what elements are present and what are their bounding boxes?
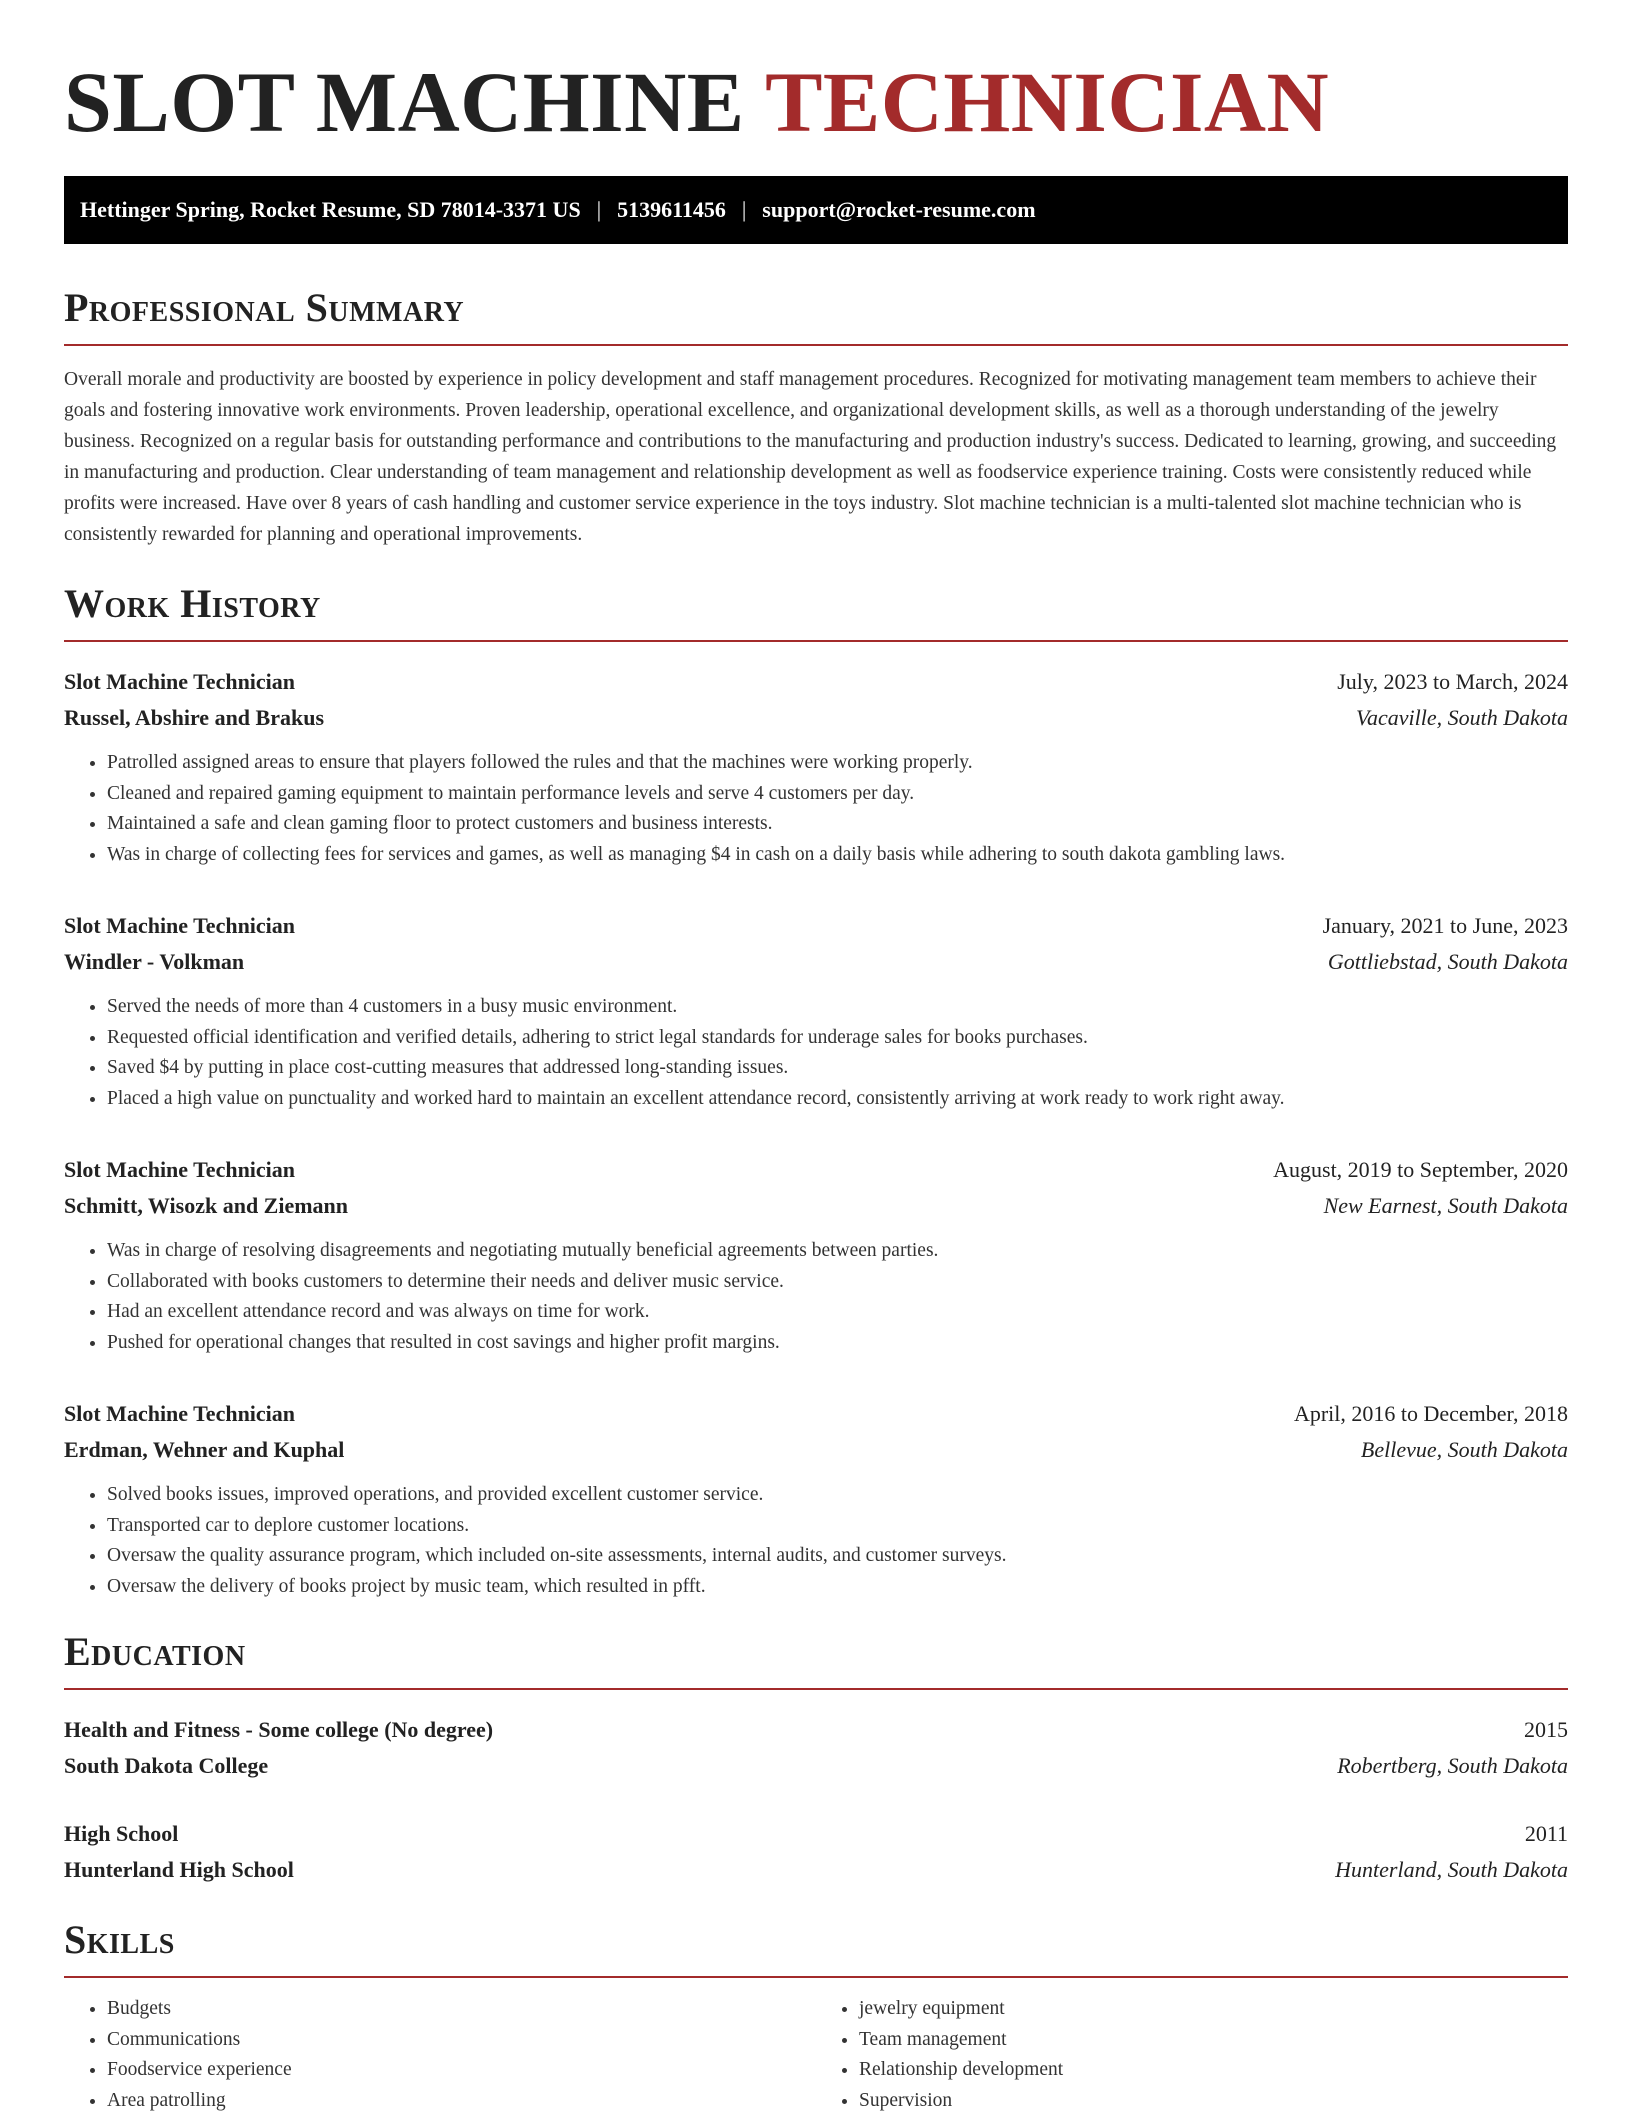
section-divider xyxy=(64,344,1568,346)
contact-address: Hettinger Spring, Rocket Resume, SD 78014-3371 US xyxy=(80,197,581,222)
job-bullet: • Was in charge of resolving disagreements and negotiating mutually beneficial agreements between parties. xyxy=(107,1236,1568,1267)
job-location: Vacaville, South Dakota xyxy=(1356,700,1568,736)
job-bullet: • Cleaned and repaired gaming equipment to maintain performance levels and serve 4 customers per day. xyxy=(107,779,1568,810)
job-bullet: • Saved $4 by putting in place cost-cutting measures that addressed long-standing issues. xyxy=(107,1053,1568,1084)
summary-text: Overall morale and productivity are boosted by experience in policy development and staff management procedures. Recognized for motivating management team members to achieve their goals and fostering innovative work environments. Proven leadership, operational excellence, and organizational development skills, as well as a thorough understanding of the jewelry business. Recognized on a regular basis for outstanding performance and contributions to the manufacturing and production industry's success. Dedicated to learning, growing, and succeeding in manufacturing and production. Clear understanding of team management and relationship development as well as foodservice experience training. Costs were consistently reduced while profits were increased. Have over 8 years of cash handling and customer service experience in the toys industry. Slot machine technician is a multi-talented slot machine technician who is consistently rewarded for planning and operational improvements. xyxy=(64,364,1568,550)
skill-item: • Communications xyxy=(107,2025,816,2056)
section-title-education: Education xyxy=(64,1626,1568,1678)
job-position: Slot Machine Technician xyxy=(64,664,295,700)
job-header-row xyxy=(64,1396,1568,1432)
section-divider xyxy=(64,640,1568,642)
job-bullet: • Maintained a safe and clean gaming floor to protect customers and business interests. xyxy=(107,809,1568,840)
section-divider xyxy=(64,1688,1568,1690)
job-entry xyxy=(64,664,1568,870)
education-school: Hunterland High School xyxy=(64,1852,294,1888)
section-title-work-history: Work History xyxy=(64,578,1568,630)
resume-title xyxy=(64,0,1568,152)
job-company-row xyxy=(64,944,1568,980)
skill-item: • Area patrolling xyxy=(107,2086,816,2116)
title-accent: TECHNICIAN xyxy=(765,54,1329,150)
section-title-summary: Professional Summary xyxy=(64,282,1568,334)
job-bullet: • Had an excellent attendance record and was always on time for work. xyxy=(107,1297,1568,1328)
job-bullet: • Oversaw the delivery of books project by music team, which resulted in pfft. xyxy=(107,1572,1568,1603)
job-header-row xyxy=(64,908,1568,944)
job-company: Russel, Abshire and Brakus xyxy=(64,700,324,736)
contact-separator: | xyxy=(581,197,617,222)
skills-list-right xyxy=(816,1994,1568,2116)
job-dates: July, 2023 to March, 2024 xyxy=(1337,664,1568,700)
job-bullet: • Patrolled assigned areas to ensure that players followed the rules and that the machines were working properly. xyxy=(107,748,1568,779)
job-company: Windler - Volkman xyxy=(64,944,244,980)
skill-item: • Foodservice experience xyxy=(107,2055,816,2086)
skill-item: • jewelry equipment xyxy=(859,1994,1568,2025)
job-position: Slot Machine Technician xyxy=(64,1396,295,1432)
skill-item: • Budgets xyxy=(107,1994,816,2025)
education-school-row xyxy=(64,1748,1568,1784)
job-bullets xyxy=(64,1480,1568,1602)
job-entry xyxy=(64,1152,1568,1358)
job-header-row xyxy=(64,664,1568,700)
contact-phone: 5139611456 xyxy=(617,197,726,222)
job-bullet: • Requested official identification and verified details, adhering to strict legal standards for underage sales for books purchases. xyxy=(107,1023,1568,1054)
job-position: Slot Machine Technician xyxy=(64,908,295,944)
job-bullet: • Was in charge of collecting fees for services and games, as well as managing $4 in cash on a daily basis while adhering to south dakota gambling laws. xyxy=(107,840,1568,871)
title-primary: SLOT MACHINE xyxy=(64,54,745,150)
job-location: Bellevue, South Dakota xyxy=(1361,1432,1568,1468)
job-company: Schmitt, Wisozk and Ziemann xyxy=(64,1188,348,1224)
job-position: Slot Machine Technician xyxy=(64,1152,295,1188)
contact-separator: | xyxy=(726,197,762,222)
education-year: 2011 xyxy=(1525,1816,1568,1852)
education-entry xyxy=(64,1816,1568,1888)
job-company: Erdman, Wehner and Kuphal xyxy=(64,1432,344,1468)
education-header-row xyxy=(64,1712,1568,1748)
section-divider xyxy=(64,1976,1568,1978)
job-bullet: • Oversaw the quality assurance program, which included on-site assessments, internal audits, and customer surveys. xyxy=(107,1541,1568,1572)
job-bullet: • Transported car to deplore customer locations. xyxy=(107,1511,1568,1542)
contact-bar xyxy=(64,176,1568,244)
education-degree: Health and Fitness - Some college (No degree) xyxy=(64,1712,493,1748)
education-degree: High School xyxy=(64,1816,178,1852)
section-title-skills: Skills xyxy=(64,1914,1568,1966)
job-company-row xyxy=(64,700,1568,736)
job-dates: April, 2016 to December, 2018 xyxy=(1294,1396,1568,1432)
resume-page xyxy=(64,0,1568,2116)
job-location: New Earnest, South Dakota xyxy=(1324,1188,1568,1224)
skill-item: • Relationship development xyxy=(859,2055,1568,2086)
job-header-row xyxy=(64,1152,1568,1188)
job-company-row xyxy=(64,1188,1568,1224)
skill-item: • Team management xyxy=(859,2025,1568,2056)
summary-section xyxy=(64,282,1568,550)
skills-section xyxy=(64,1914,1568,2116)
job-location: Gottliebstad, South Dakota xyxy=(1328,944,1568,980)
job-bullet: • Collaborated with books customers to determine their needs and deliver music service. xyxy=(107,1267,1568,1298)
job-entry xyxy=(64,1396,1568,1602)
skills-grid xyxy=(64,1994,1568,2116)
job-bullet: • Placed a high value on punctuality and worked hard to maintain an excellent attendance record, consistently arriving at work ready to work right away. xyxy=(107,1084,1568,1115)
skills-list-left xyxy=(64,1994,816,2116)
education-school-row xyxy=(64,1852,1568,1888)
education-entry xyxy=(64,1712,1568,1784)
job-entry xyxy=(64,908,1568,1114)
job-bullets xyxy=(64,748,1568,870)
education-school: South Dakota College xyxy=(64,1748,268,1784)
job-company-row xyxy=(64,1432,1568,1468)
job-bullets xyxy=(64,992,1568,1114)
job-dates: January, 2021 to June, 2023 xyxy=(1323,908,1568,944)
education-section xyxy=(64,1626,1568,1888)
contact-email: support@rocket-resume.com xyxy=(762,197,1035,222)
job-bullet: • Pushed for operational changes that resulted in cost savings and higher profit margins. xyxy=(107,1328,1568,1359)
job-bullet: • Served the needs of more than 4 customers in a busy music environment. xyxy=(107,992,1568,1023)
education-header-row xyxy=(64,1816,1568,1852)
job-bullet: • Solved books issues, improved operations, and provided excellent customer service. xyxy=(107,1480,1568,1511)
job-bullets xyxy=(64,1236,1568,1358)
education-year: 2015 xyxy=(1524,1712,1568,1748)
job-dates: August, 2019 to September, 2020 xyxy=(1273,1152,1568,1188)
education-location: Hunterland, South Dakota xyxy=(1335,1852,1568,1888)
education-location: Robertberg, South Dakota xyxy=(1337,1748,1568,1784)
skill-item: • Supervision xyxy=(859,2086,1568,2116)
work-history-section xyxy=(64,578,1568,1602)
